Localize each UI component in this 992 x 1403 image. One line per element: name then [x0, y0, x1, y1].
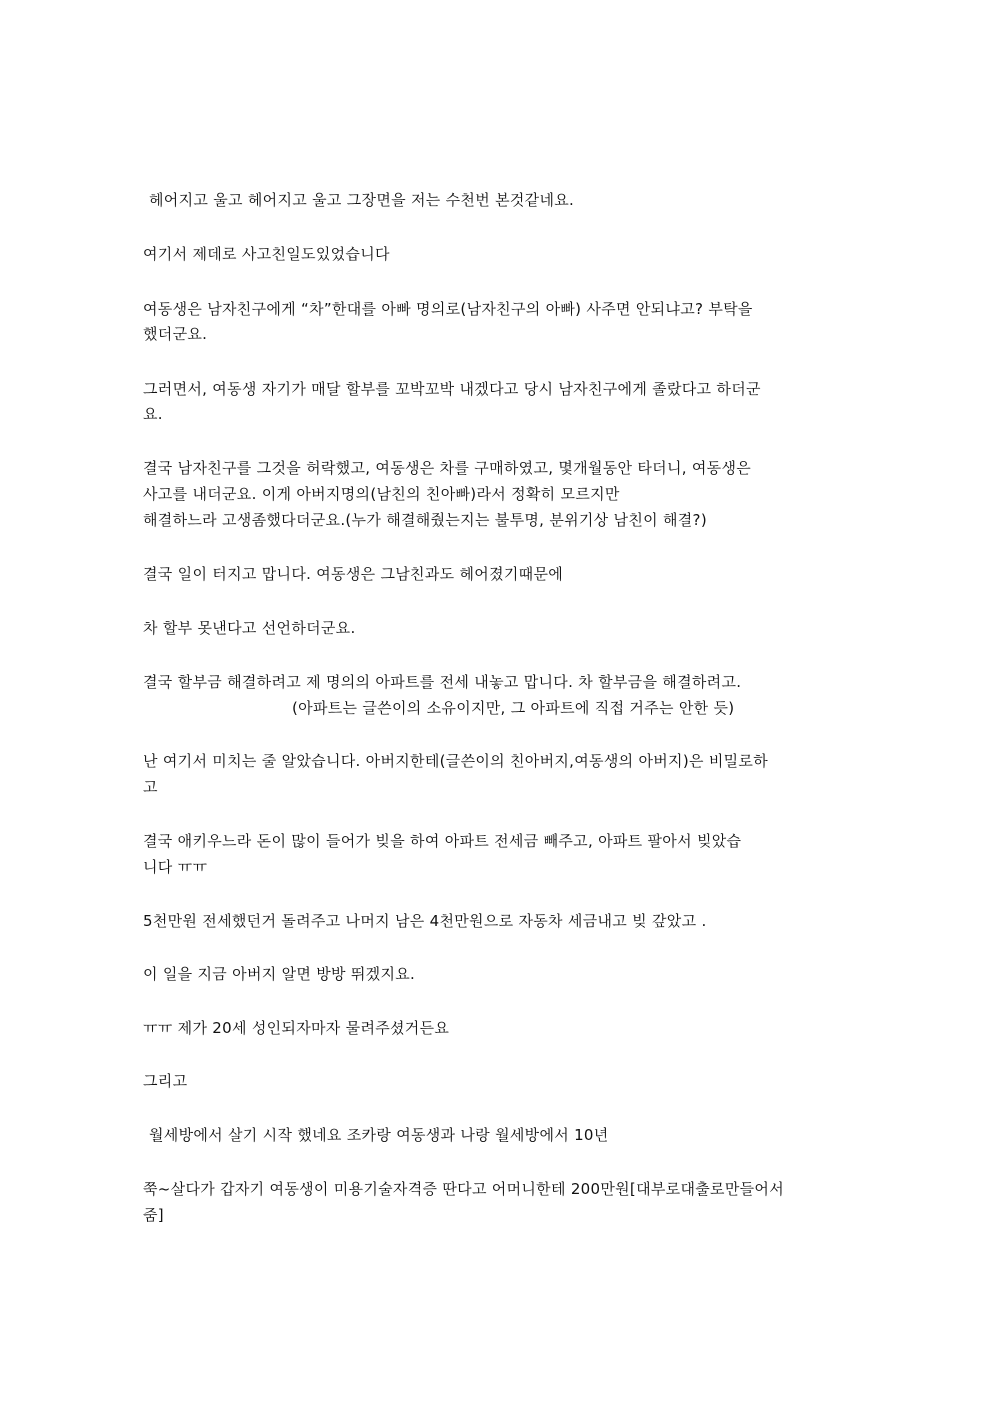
text-line: 여동생은 남자친구에게 “차”한대를 아빠 명의로(남자친구의 아빠) 사주면 안되냐고? 부탁을	[143, 300, 753, 318]
text-line: (아파트는 글쓴이의 소유이지만, 그 아파트에 직접 거주는 안한 듯)	[292, 699, 735, 717]
text-line: 요.	[143, 405, 163, 423]
text-line: 헤어지고 울고 헤어지고 울고 그장면을 저는 수천번 본것같네요.	[149, 191, 575, 209]
text-line: 결국 일이 터지고 맙니다. 여동생은 그남친과도 헤어졌기때문에	[143, 565, 564, 583]
text-line: 월세방에서 살기 시작 했네요 조카랑 여동생과 나랑 월세방에서 10년	[149, 1126, 609, 1144]
text-line: 니다 ㅠㅠ	[143, 858, 208, 876]
text-line: 고	[143, 778, 158, 796]
text-line: 차 할부 못낸다고 선언하더군요.	[143, 619, 356, 637]
text-line: 결국 애키우느라 돈이 많이 들어가 빚을 하여 아파트 전세금 빼주고, 아파트 팔아서 빚았습	[143, 832, 742, 850]
text-line: 난 여기서 미치는 줄 알았습니다. 아버지한테(글쓴이의 친아버지,여동생의 아버지)은 비밀로하	[143, 752, 769, 770]
text-line: 그리고	[143, 1072, 188, 1090]
text-line: 줌]	[143, 1206, 164, 1224]
text-line: 결국 남자친구를 그것을 허락했고, 여동생은 차를 구매하였고, 몇개월동안 타더니, 여동생은	[143, 459, 752, 477]
text-line: 결국 할부금 해결하려고 제 명의의 아파트를 전세 내놓고 맙니다. 차 할부금을 해결하려고.	[143, 673, 742, 691]
text-line: 했더군요.	[143, 325, 208, 343]
text-line: 이 일을 지금 아버지 알면 방방 뛰겠지요.	[143, 965, 416, 983]
text-line: 5천만원 전세했던거 돌려주고 나머지 남은 4천만원으로 자동차 세금내고 빚 갚았고 .	[143, 912, 707, 930]
text-line: 그러면서, 여동생 자기가 매달 할부를 꼬박꼬박 내겠다고 당시 남자친구에게 졸랐다고 하더군	[143, 380, 761, 398]
text-line: ㅠㅠ 제가 20세 성인되자마자 물려주셨거든요	[143, 1019, 450, 1037]
text-line: 사고를 내더군요. 이게 아버지명의(남친의 친아빠)라서 정확히 모르지만	[143, 485, 620, 503]
text-line: 쭉~살다가 갑자기 여동생이 미용기술자격증 딴다고 어머니한테 200만원[대부로대출로만들어서	[143, 1180, 784, 1198]
text-line: 여기서 제데로 사고친일도있었습니다	[143, 245, 390, 263]
text-line: 해결하느라 고생좀했다더군요.(누가 해결해줬는지는 불투명, 분위기상 남친이 해결?)	[143, 511, 707, 529]
